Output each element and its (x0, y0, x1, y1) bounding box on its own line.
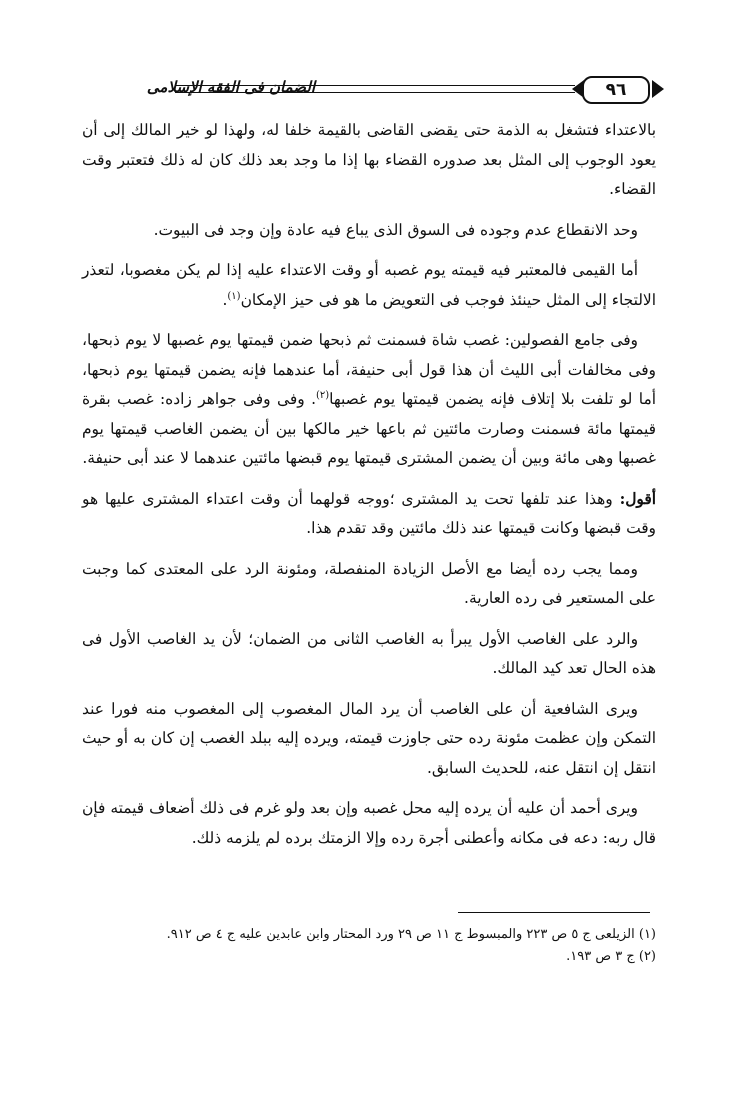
footnote-ref[interactable]: (١) (227, 290, 241, 302)
footnotes (82, 924, 656, 968)
header-double-rule (175, 85, 575, 93)
running-title: الضمان فى الفقه الإسلامى (146, 78, 315, 96)
footnote-ref[interactable]: (٢) (315, 389, 330, 401)
running-header (60, 76, 660, 104)
footnote: (١) الزيلعى ج ٥ ص ٢٢٣ والمبسوط ج ١١ ص ٢٩ ورد المحتار وابن عابدين عليه ج ٤ ص ٩١٢. (166, 927, 656, 942)
paragraph: ومما يجب رده أيضا مع الأصل الزيادة المنفصلة، ومئونة الرد على المعتدى كما وجبت على المستعير فى رده العارية. (82, 559, 656, 607)
footnote-rule (458, 912, 650, 913)
paragraph: ويرى الشافعية أن على الغاصب أن يرد المال المغصوب إلى المغصوب منه فورا عند التمكن وإن عظمت مئونة رده حتى جاوزت قيمته، ويرده إليه ببلد الغصب إن كان به أو حيث انتقل إن انتقل عنه، للحديث السابق. (82, 699, 656, 777)
body-text (82, 116, 656, 864)
paragraph: بالاعتداء فتشغل به الذمة حتى يقضى القاضى بالقيمة خلفا له، ولهذا لو خير المالك إلى أن يعود الوجوب إلى المثل بعد صدوره القضاء بها إذا ما وجد بعد ذلك كان له ذلك فتعتبر وقت القضاء. (82, 121, 656, 198)
paragraph: وحد الانقطاع عدم وجوده فى السوق الذى يباع فيه عادة وإن وجد فى البيوت. (153, 220, 638, 239)
footnote: (٢) ج ٣ ص ١٩٣. (566, 949, 656, 964)
paragraph: وفى جامع الفصولين: غصب شاة فسمنت ثم ذبحها ضمن قيمتها يوم غصبها لا يوم ذبحها، وفى مخالفات أبى الليث أن هذا قول أبى حنيفة، أما عندهما فإنه يضمن قيمتها يوم ذبحها، أما لو تلفت بلا إتلاف فإنه يضمن قيمتها يوم غصبها$^{(٢)}$. وفى وفى جواهر زاده: غصب بقرة قيمتها مائة فسمنت وصارت مائتين ثم باعها خير مالكها بين أن يضمن الغاصب قيمتها يوم غصبها وهى مائة وبين أن يضمن المشترى قيمتها يوم قبضها مائتين عندهما لا عند أبى حنيفة. (82, 331, 657, 467)
right-arrow-ornament-icon (652, 80, 664, 98)
paragraph: أما القيمى فالمعتبر فيه قيمته يوم غصبه أو وقت الاعتداء عليه إذا لم يكن مغصوبا، لتعذر الالتجاء إلى المثل حينئذ فوجب فى التعويض ما هو فى حيز الإمكان$^{(١)}$. (82, 261, 656, 309)
paragraph: أقول: وهذا عند تلفها تحت يد المشترى ؛ووجه قولهما أن وقت اعتداء المشترى عليها هو وقت قبضها وكانت قيمتها عند ذلك مائتين وقد تقدم هذا. (82, 489, 657, 537)
page-number: ٩٦ (582, 76, 650, 104)
paragraph: والرد على الغاصب الأول يبرأ به الغاصب الثانى من الضمان؛ لأن يد الغاصب الأول فى هذه الحال تعد كيد المالك. (82, 629, 656, 677)
aqul-label: أقول: (619, 489, 657, 508)
paragraph: ويرى أحمد أن عليه أن يرده إليه محل غصبه وإن بعد ولو غرم فى ذلك أضعاف قيمته فإن قال ربه: دعه فى مكانه وأعطنى أجرة رده وإلا الزمتك برده لم يلزمه ذلك. (82, 799, 656, 847)
